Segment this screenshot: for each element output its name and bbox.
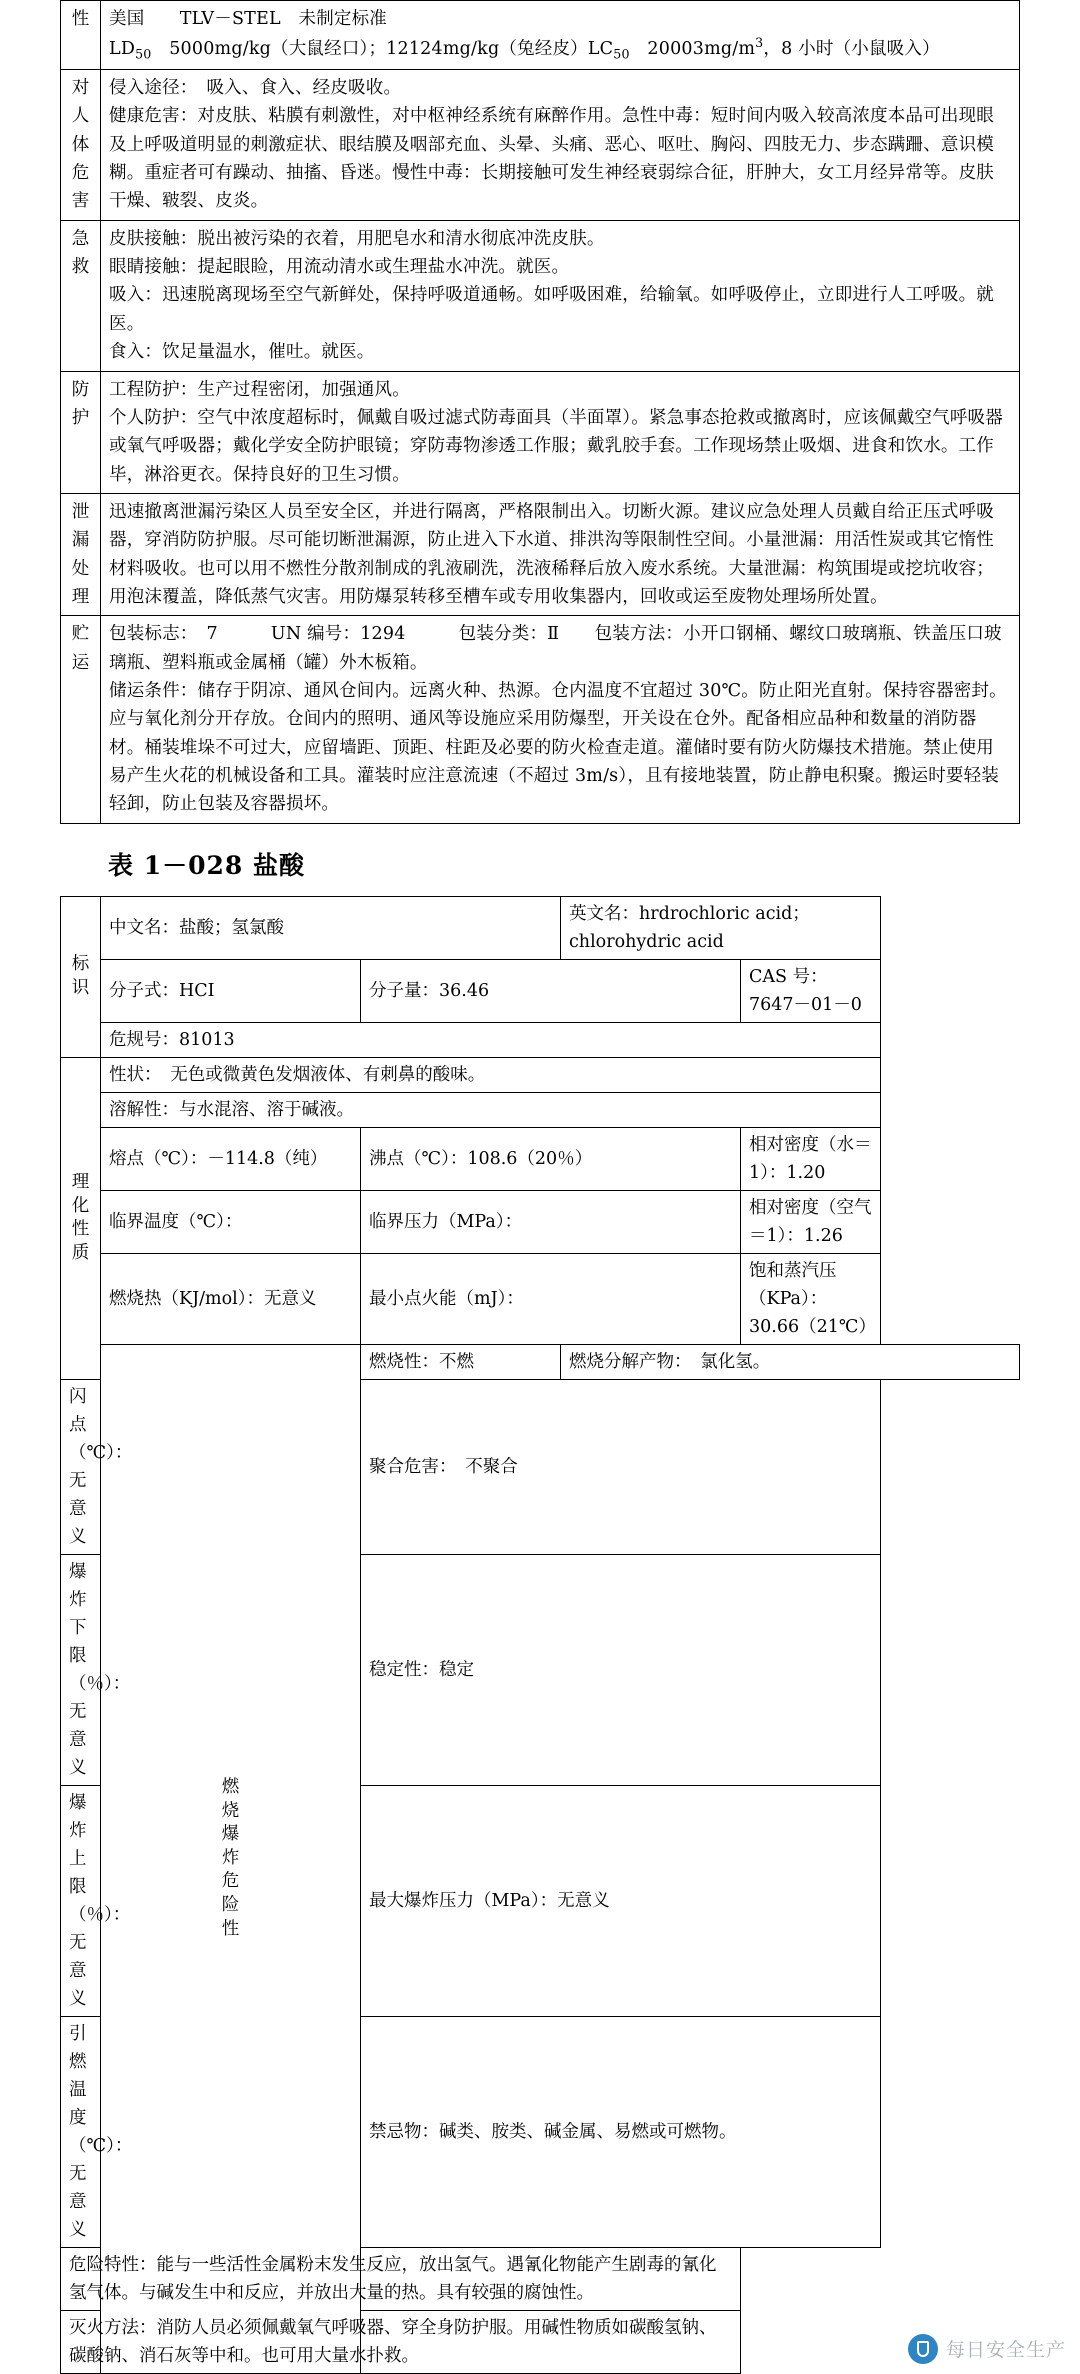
table-row (61, 1, 1020, 70)
table-row (61, 493, 1020, 615)
cell-hazard-no: 危规号：81013 (101, 1022, 881, 1057)
table-row (61, 1344, 1020, 1379)
section-title: 表 1－028 盐酸 (108, 850, 305, 880)
toxicity-line-1: 美国 TLV－STEL 未制定标准 (109, 9, 388, 29)
cell-combustion-heat: 燃烧热（KJ/mol）：无意义 (101, 1253, 361, 1344)
protection-line-2: 个人防护：空气中浓度超标时，佩戴自吸过滤式防毒面具（半面罩）。紧急事态抢救或撤离时，应该佩戴空气呼吸器或氧气呼吸器；戴化学安全防护眼镜；穿防毒物渗透工作服；戴乳胶手套。工作现场禁止吸烟、进食和饮水。工作毕，淋浴更衣。保持良好的卫生习惯。 (109, 407, 1003, 485)
row-label-text: 性 (71, 9, 90, 29)
row-label-identification (61, 896, 101, 1057)
table-row (61, 1190, 1020, 1253)
table-row (61, 1057, 1020, 1092)
cell-upper-explosive-limit: 爆炸上限（％）：无意义 (61, 1785, 101, 2016)
table-row (61, 1253, 1020, 1344)
table-row (61, 616, 1020, 823)
cell-critical-temp: 临界温度（℃）： (101, 1190, 361, 1253)
toxicity-line-2: $LD_{50}$ 5000mg/kg（大鼠经口）；12124mg/kg（兔经皮）$LC_{50}$ $20003mg/m^3$，8 小时（小鼠吸入） (109, 35, 940, 62)
row-content-human-hazard (101, 70, 1020, 221)
row-label-text: 对 人 体 危 害 (71, 78, 90, 212)
row-label-text: 急 救 (71, 228, 90, 278)
first-aid-line-1: 皮肤接触：脱出被污染的衣着，用肥皂水和清水彻底冲洗皮肤。 (109, 228, 605, 249)
row-content-storage (101, 616, 1020, 823)
cell-flash-point: 闪点（℃）：无意义 (61, 1379, 101, 1554)
cell-saturated-vapor-pressure: 饱和蒸汽压（KPa）：30.66（21℃） (741, 1253, 881, 1344)
watermark-text: 每日安全生产 (945, 2339, 1066, 2362)
table-row (61, 896, 1020, 959)
row-label-protection (61, 371, 101, 493)
row-label-text: 防 护 (71, 379, 90, 428)
row-label-leakage (61, 493, 101, 615)
cell-decomposition-products: 燃烧分解产物： 氯化氢。 (561, 1344, 1020, 1379)
storage-line-1: 包装标志： 7 UN 编号：1294 包装分类：Ⅱ 包装方法：小开口钢桶、螺纹口玻璃瓶、铁盖压口玻璃瓶、塑料瓶或金属桶（罐）外木板箱。 (109, 624, 1002, 673)
shield-icon (908, 2334, 938, 2364)
cell-min-ignition-energy: 最小点火能（mJ）： (361, 1253, 741, 1344)
row-label-toxicity (61, 1, 101, 70)
cell-formula: 分子式：HCI (101, 959, 361, 1022)
row-label-first-aid (61, 220, 101, 371)
row-label-text: 贮 运 (71, 624, 90, 673)
cell-fire-fighting: 灭火方法：消防人员必须佩戴氧气呼吸器、穿全身防护服。用碱性物质如碳酸氢钠、碳酸钠、消石灰等中和。也可用大量水扑救。 (61, 2310, 741, 2373)
table-row (61, 2310, 1020, 2373)
human-hazard-line-1: 侵入途径： 吸入、食入、经皮吸收。 (109, 78, 402, 99)
cell-density-water: 相对密度（水＝1）：1.20 (741, 1127, 881, 1190)
cell-cas: CAS 号：7647－01－0 (741, 959, 881, 1022)
chemical-data-table-lower (60, 896, 1020, 2374)
first-aid-line-3: 吸入：迅速脱离现场至空气新鲜处，保持呼吸道通畅。如呼吸困难，给输氧。如呼吸停止，立即进行人工呼吸。就医。 (109, 285, 994, 334)
human-hazard-line-2: 健康危害：对皮肤、粘膜有刺激性，对中枢神经系统有麻醉作用。急性中毒：短时间内吸入较高浓度本品可出现眼及上呼吸道明显的刺激症状、眼结膜及咽部充血、头晕、头痛、恶心、呕吐、胸闷、四肢无力、步态蹒跚、意识模糊。重症者可有躁动、抽搐、昏迷。慢性中毒：长期接触可发生神经衰弱综合征，肝肿大，女工月经异常等。皮肤干燥、皲裂、皮炎。 (109, 106, 994, 212)
cell-max-explosion-pressure: 最大爆炸压力（MPa）：无意义 (361, 1785, 881, 2016)
row-label-fire (101, 1344, 361, 2373)
table-row (61, 1092, 1020, 1127)
row-label-text: 燃 烧 爆 炸 危 险 性 (221, 1776, 240, 1939)
row-label-text: 泄 漏 处 理 (71, 501, 90, 607)
table-row (61, 1127, 1020, 1190)
row-content-leakage (101, 493, 1020, 615)
cell-name-en (561, 896, 881, 959)
cell-molecular-weight: 分子量：36.46 (361, 959, 741, 1022)
row-content-protection (101, 371, 1020, 493)
cell-density-air: 相对密度（空气＝1）：1.26 (741, 1190, 881, 1253)
value-name-cn: 盐酸；氢氯酸 (179, 917, 284, 938)
cell-solubility: 溶解性：与水混溶、溶于碱液。 (101, 1092, 881, 1127)
row-content-first-aid (101, 220, 1020, 371)
table-row (61, 70, 1020, 221)
row-label-text: 理 化 性 质 (71, 1171, 90, 1263)
cell-incompatibles: 禁忌物：碱类、胺类、碱金属、易燃或可燃物。 (361, 2016, 881, 2247)
cell-properties: 性状： 无色或微黄色发烟液体、有刺鼻的酸味。 (101, 1057, 881, 1092)
label-name-cn: 中文名： (109, 917, 179, 938)
cell-critical-pressure: 临界压力（MPa）： (361, 1190, 741, 1253)
cell-lower-explosive-limit: 爆炸下限（％）：无意义 (61, 1554, 101, 1785)
storage-line-2: 储运条件：储存于阴凉、通风仓间内。远离火种、热源。仓内温度不宜超过 30℃。防止阳光直射。保持容器密封。应与氧化剂分开存放。仓间内的照明、通风等设施应采用防爆型，开关设在仓外。配备相应品种和数量的消防器材。桶装堆垛不可过大，应留墙距、顶距、柱距及必要的防火检查走道。灌储时要有防火防爆技术措施。禁止使用易产生火花的机械设备和工具。灌装时应注意流速（不超过 3m/s），且有接地装置，防止静电积聚。搬运时要轻装轻卸，防止包装及容器损坏。 (109, 680, 1007, 815)
cell-ignition-temp: 引燃温度（℃）：无意义 (61, 2016, 101, 2247)
cell-melting-point: 熔点（℃）：－114.8（纯） (101, 1127, 361, 1190)
protection-line-1: 工程防护：生产过程密闭，加强通风。 (109, 379, 410, 400)
leakage-line-1: 迅速撤离泄漏污染区人员至安全区，并进行隔离，严格限制出入。切断火源。建议应急处理人员戴自给正压式呼吸器，穿消防防护服。尽可能切断泄漏源，防止进入下水道、排洪沟等限制性空间。小量泄漏：用活性炭或其它惰性材料吸收。也可以用不燃性分散剂制成的乳液刷洗，洗液稀释后放入废水系统。大量泄漏：构筑围堤或挖坑收容；用泡沫覆盖，降低蒸气灾害。用防爆泵转移至槽车或专用收集器内，回收或运至废物处理场所处置。 (109, 501, 994, 607)
row-label-text: 标 识 (71, 954, 90, 998)
table-row (61, 1022, 1020, 1057)
table-row (61, 959, 1020, 1022)
label-name-en: 英文名： (569, 903, 639, 924)
table-row (61, 220, 1020, 371)
row-label-physical (61, 1057, 101, 1379)
table-row (61, 2247, 1020, 2310)
cell-combustibility: 燃烧性：不燃 (361, 1344, 561, 1379)
row-label-human-hazard (61, 70, 101, 221)
chemical-data-table-upper (60, 0, 1020, 824)
cell-polymerization-hazard: 聚合危害： 不聚合 (361, 1379, 881, 1554)
cell-name-cn (101, 896, 561, 959)
row-content-toxicity (101, 1, 1020, 70)
value-name-en: hrdrochloric acid；chlorohydric acid (569, 903, 810, 952)
cell-boiling-point: 沸点（℃）：108.6（20％） (361, 1127, 741, 1190)
cell-stability: 稳定性：稳定 (361, 1554, 881, 1785)
row-label-storage (61, 616, 101, 823)
first-aid-line-2: 眼睛接触：提起眼睑，用流动清水或生理盐水冲洗。就医。 (109, 257, 570, 278)
table-row (61, 371, 1020, 493)
watermark (908, 2334, 1066, 2364)
cell-hazard-characteristics: 危险特性：能与一些活性金属粉末发生反应，放出氢气。遇氰化物能产生剧毒的氰化氢气体。与碱发生中和反应，并放出大量的热。具有较强的腐蚀性。 (61, 2247, 741, 2310)
first-aid-line-4: 食入：饮足量温水，催吐。就医。 (109, 342, 375, 363)
